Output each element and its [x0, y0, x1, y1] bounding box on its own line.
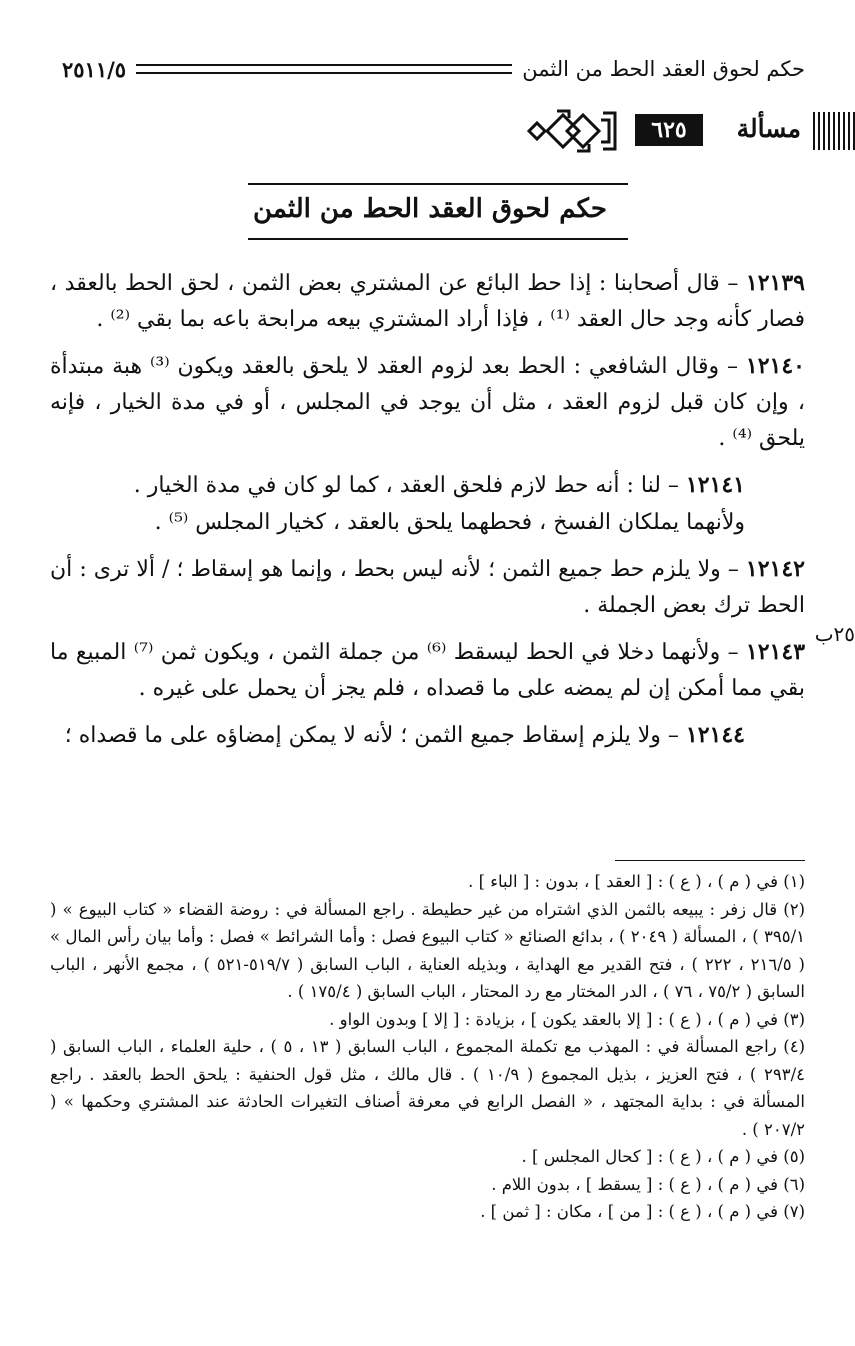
footnote: (١) في ( م ) ، ( ع ) : [ العقد ] ، بدون : [ الباء ] . [468, 872, 805, 891]
footnote: (٢) قال زفر : يبيعه بالثمن الذي اشتراه من غير حطيطة . راجع المسألة في : روضة القضاء « كتاب البيوع » ( ٣٩٥/١ ) ، المسألة ( ٢٠٤٩ ) ، بدائع الصنائع « كتاب البيوع فصل : وأما الشرائط » فصل : وأما بيان رأس المال » ( ٢١٦/٥ ، ٢٢٢ ) ، فتح القدير مع الهداية ، وبذيله العناية ، الباب السابق ( ٥١٩/٧-٥٢١ ) ، مجمع الأنهر ، الباب السابق ( ٧٥/٢ ، ٧٦ ) ، الدر المختار مع رد المحتار ، الباب السابق ( ١٧٥/٤ ) . [50, 899, 806, 1001]
footnote-separator [615, 860, 805, 861]
paragraph [50, 504, 805, 541]
paragraph [50, 634, 805, 707]
geometric-ornament-icon [523, 108, 623, 154]
footnotes [50, 868, 805, 1226]
paragraph [50, 348, 805, 457]
title-top-rule [248, 183, 628, 185]
page-reference: ٢٥١١/٥ [62, 56, 127, 82]
paragraph-number: ١٢١٤٤ [685, 722, 745, 748]
paragraph-number: ١٢١٤١ [685, 472, 745, 498]
striped-bars-ornament [813, 112, 855, 150]
running-header [62, 52, 805, 86]
main-text [50, 265, 805, 754]
paragraph-text: – وقال الشافعي : الحط بعد لزوم العقد لا يلحق بالعقد ويكون ⁽³⁾ هبة مبتدأة ، وإن كان قبل لزوم العقد ، مثل أن يوجد في المجلس ، أو في مدة الخيار ، فإنه يلحق ⁽⁴⁾ . [50, 354, 805, 451]
paragraph [50, 551, 805, 624]
footnote: (٣) في ( م ) ، ( ع ) : [ إلا بالعقد يكون ] ، بزيادة : [ إلا ] وبدون الواو . [329, 1009, 805, 1029]
masala-label: مسألة [736, 114, 801, 143]
paragraph-number: ١٢١٤٣ [745, 639, 806, 665]
masala-banner [525, 108, 855, 154]
paragraph-text: – ولا يلزم حط جميع الثمن ؛ لأنه ليس بحط ، وإنما هو إسقاط ؛ / ألا ترى : أن الحط ترك بعض الجملة . [50, 557, 805, 618]
title-underline [248, 238, 628, 240]
paragraph-text: – قال أصحابنا : إذا حط البائع عن المشتري بعض الثمن ، لحق الحط بالعقد ، فصار كأنه وجد حال العقد ⁽¹⁾ ، فإذا أراد المشتري بيعه مرابحة باعه بما بقي ⁽²⁾ . [50, 271, 805, 332]
paragraph-number: ١٢١٤٠ [745, 353, 805, 379]
paragraph-text: – ولا يلزم إسقاط جميع الثمن ؛ لأنه لا يمكن إمضاؤه على ما قصداه ؛ [64, 723, 686, 748]
paragraph [50, 717, 805, 754]
paragraph-text: – لنا : أنه حط لازم فلحق العقد ، كما لو كان في مدة الخيار . [133, 473, 686, 498]
masala-number: ٦٢٥ [635, 114, 703, 146]
margin-folio-note: ٢٥ب [814, 622, 855, 646]
footnote: (٦) في ( م ) ، ( ع ) : [ يسقط ] ، بدون اللام . [491, 1174, 805, 1194]
paragraph [50, 265, 805, 338]
paragraph [50, 467, 805, 504]
section-title: حكم لحوق العقد الحط من الثمن [253, 194, 607, 224]
header-double-rule [136, 64, 512, 74]
footnote: (٥) في ( م ) ، ( ع ) : [ كحال المجلس ] . [521, 1147, 805, 1166]
paragraph-text: – ولأنهما دخلا في الحط ليسقط ⁽⁶⁾ من جملة الثمن ، ويكون ثمن ⁽⁷⁾ المبيع ما بقي مما أمكن إن لم يمضه على ما قصداه ، فلم يجز أن يحمل على غيره . [50, 640, 805, 701]
running-title: حكم لحوق العقد الحط من الثمن [522, 57, 805, 81]
footnote: (٤) راجع المسألة في : المهذب مع تكملة المجموع ، الباب السابق ( ١٣ ، ٥ ) ، حلية العلماء ، الباب السابق ( ٢٩٣/٤ ) ، فتح العزيز ، بذيل المجموع ( ١٠/٩ ) . قال مالك ، مثل قول الحنفية : يلحق الحط بالعقد . راجع المسألة في : بداية المجتهد ، « الفصل الرابع في معرفة أصناف التغيرات الحادثة عند المشتري وحكمها » ( ٢٠٧/٢ ) . [50, 1037, 805, 1139]
paragraph-number: ١٢١٤٢ [745, 556, 805, 582]
paragraph-text: ولأنهما يملكان الفسخ ، فحطهما يلحق بالعقد ، كخيار المجلس ⁽⁵⁾ . [154, 510, 745, 535]
footnote: (٧) في ( م ) ، ( ع ) : [ من ] ، مكان : [ ثمن ] . [480, 1202, 805, 1221]
paragraph-number: ١٢١٣٩ [745, 270, 805, 296]
